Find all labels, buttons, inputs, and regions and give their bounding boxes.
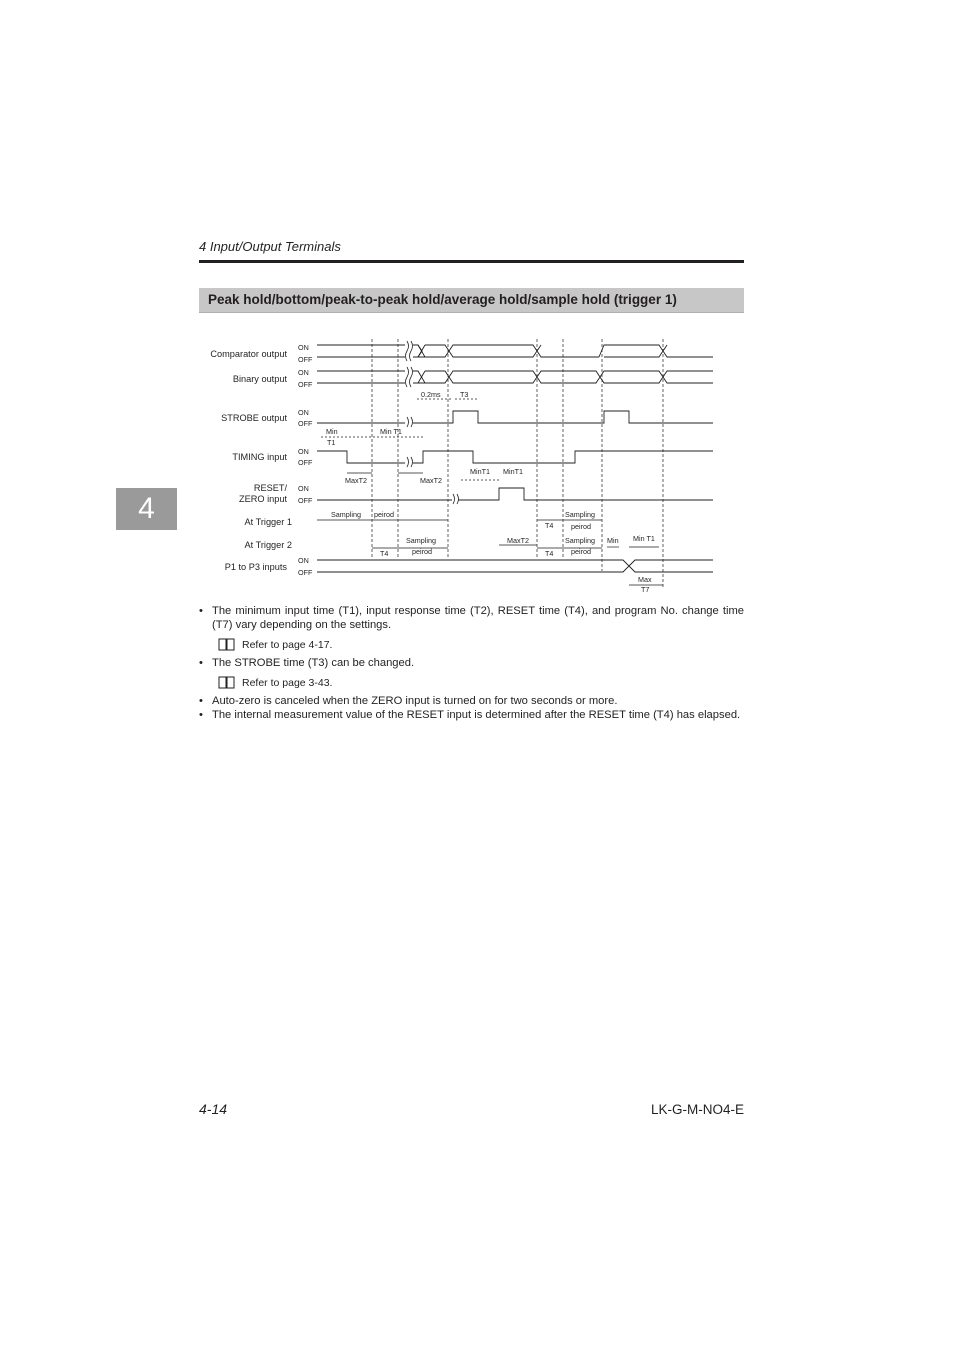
annot-min-t1: Min T1	[380, 427, 402, 436]
bullet-dot: •	[199, 657, 203, 669]
page-number: 4-14	[199, 1101, 228, 1117]
annot-t3: T3	[460, 390, 469, 399]
annot-peirod-3: peirod	[412, 547, 432, 556]
label-strobe: STROBE output	[221, 413, 287, 423]
annot-min-t1-2: Min T1	[633, 534, 655, 543]
ref-text-1: Refer to page 4-17.	[242, 639, 333, 651]
note-bullet-3	[199, 694, 744, 708]
annot-peirod-1: peirod	[374, 510, 394, 519]
off-label: OFF	[298, 419, 313, 428]
annot-sampling-4: Sampling	[565, 536, 595, 545]
annot-t4-c: T4	[545, 549, 554, 558]
note-ref-1	[199, 638, 744, 652]
off-label: OFF	[298, 568, 313, 577]
annot-sampling-2: Sampling	[565, 510, 595, 519]
note-text-1: The minimum input time (T1), input response time (T2), RESET time (T4), and program No. change time (T7) vary depending on the settings.	[212, 605, 744, 631]
annot-t4-b: T4	[380, 549, 389, 558]
on-label: ON	[298, 408, 309, 417]
annot-maxt2-a: MaxT2	[345, 476, 367, 485]
note-ref-2	[199, 676, 744, 690]
annot-max: Max	[638, 575, 652, 584]
timing-waveform	[317, 451, 713, 463]
document-code: LK-G-M-NO4-E	[650, 1102, 744, 1117]
annot-t4-a: T4	[545, 521, 554, 530]
timing-diagram	[199, 335, 719, 597]
annot-maxt2-b: MaxT2	[420, 476, 442, 485]
annot-peirod-4: peirod	[571, 547, 591, 556]
label-binary: Binary output	[232, 374, 287, 384]
label-reset-2: ZERO input	[239, 494, 287, 504]
reset-waveform	[317, 488, 713, 500]
bullet-dot: •	[199, 605, 203, 617]
bullet-dot: •	[199, 695, 203, 707]
annot-t1: T1	[327, 438, 336, 447]
header-rule	[199, 260, 744, 263]
note-text-3: Auto-zero is canceled when the ZERO input is turned on for two seconds or more.	[212, 695, 618, 707]
label-trigger2: At Trigger 2	[244, 540, 292, 550]
annot-min: Min	[326, 427, 338, 436]
note-bullet-2	[199, 656, 744, 670]
annot-t7: T7	[641, 585, 650, 594]
page-title: Peak hold/bottom/peak-to-peak hold/average hold/sample hold (trigger 1)	[208, 292, 677, 307]
off-label: OFF	[298, 355, 313, 364]
annot-mint1-a: MinT1	[470, 467, 490, 476]
label-timing: TIMING input	[232, 452, 287, 462]
on-label: ON	[298, 343, 309, 352]
annot-02ms: 0.2ms	[421, 390, 441, 399]
chapter-tab: 4	[116, 488, 177, 530]
note-text-2: The STROBE time (T3) can be changed.	[212, 657, 415, 669]
note-bullet-4	[199, 708, 744, 722]
off-label: OFF	[298, 496, 313, 505]
on-label: ON	[298, 484, 309, 493]
on-label: ON	[298, 556, 309, 565]
p1p3-waveform	[317, 560, 713, 572]
off-label: OFF	[298, 380, 313, 389]
label-trigger1: At Trigger 1	[244, 517, 292, 527]
on-label: ON	[298, 368, 309, 377]
section-header: 4 Input/Output Terminals	[199, 239, 341, 254]
label-p1p3: P1 to P3 inputs	[224, 562, 287, 572]
annot-peirod-2: peirod	[571, 522, 591, 531]
binary-waveform	[317, 371, 713, 383]
label-reset-1: RESET/	[253, 483, 287, 493]
title-bar	[199, 288, 744, 313]
annot-sampling-1: Sampling	[331, 510, 361, 519]
annot-mint1-b: MinT1	[503, 467, 523, 476]
strobe-waveform	[317, 411, 713, 423]
on-label: ON	[298, 447, 309, 456]
annot-min-2: Min	[607, 536, 619, 545]
bullet-dot: •	[199, 709, 203, 721]
book-icon	[218, 676, 235, 689]
comparator-waveform	[317, 345, 713, 357]
annot-maxt2-c: MaxT2	[507, 536, 529, 545]
ref-text-2: Refer to page 3-43.	[242, 677, 333, 689]
note-bullet-1	[199, 604, 744, 632]
notes	[199, 604, 744, 722]
book-icon	[218, 638, 235, 651]
annot-sampling-3: Sampling	[406, 536, 436, 545]
note-text-4: The internal measurement value of the RESET input is determined after the RESET time (T4) has elapsed.	[212, 709, 741, 721]
label-comparator: Comparator output	[210, 349, 287, 359]
off-label: OFF	[298, 458, 313, 467]
